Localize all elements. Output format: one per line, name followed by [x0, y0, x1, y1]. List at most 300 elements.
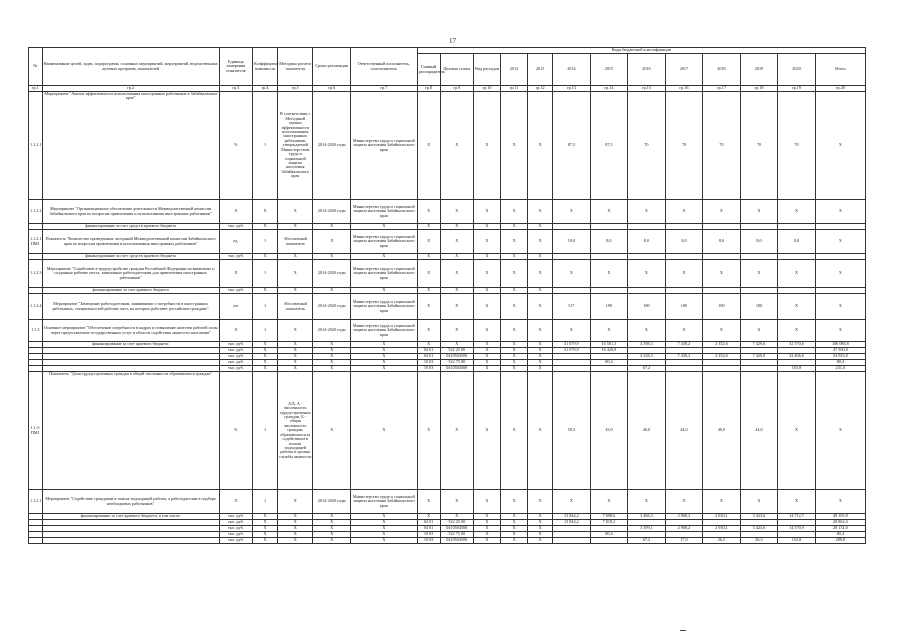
cell-value: 40,0 — [703, 372, 741, 490]
cell-value: 70 — [665, 92, 703, 200]
cell-x: X — [815, 230, 865, 254]
cell-x: X — [590, 200, 628, 224]
finance-unit: тыс. руб. — [219, 532, 252, 538]
row-period: 2014-2020 годы — [313, 320, 351, 342]
col-num: гр.10 — [473, 86, 500, 92]
cell-type: X — [473, 538, 500, 544]
cell-x: X — [501, 532, 528, 538]
cell-type: X — [473, 532, 500, 538]
cell-value: 517 — [553, 294, 591, 320]
cell-x: X — [417, 92, 440, 200]
table-row — [29, 490, 866, 514]
row-responsible: Министерство труда и социальной защиты населения Забайкальского края — [350, 294, 417, 320]
cell-value: 180 — [740, 294, 778, 320]
header-year: 2015 — [590, 54, 628, 86]
cell-x: X — [440, 200, 473, 224]
cell-x: X — [440, 490, 473, 514]
cell-x: X — [528, 320, 553, 342]
finance-label: финансирование за счет краевого бюджета — [42, 288, 219, 294]
cell-value: 7 018,2 — [590, 520, 628, 526]
cell-x: X — [778, 260, 816, 288]
header-year: 2019 — [740, 54, 778, 86]
col-num: гр.20 — [815, 86, 865, 92]
finance-unit: тыс. руб. — [219, 342, 252, 348]
cell-x: X — [473, 230, 500, 254]
cell-value: 70 — [740, 92, 778, 200]
cell-x: X — [501, 354, 528, 360]
cell-x: X — [417, 260, 440, 288]
cell-x: X — [313, 538, 351, 544]
cell-x: X — [313, 366, 351, 372]
row-title: Мероприятие "Замещение работодателями, заявившими о потребности в иностранных работниках, специальностей рабочих мест, на которых работают российские граждане" — [42, 294, 219, 320]
cell-x: X — [703, 490, 741, 514]
header-expense-type: Вид расходов — [473, 54, 500, 86]
cell-value: 26,5 — [703, 538, 741, 544]
cell-x: X — [313, 520, 351, 526]
row-responsible: Министерство труда и социальной защиты населения Забайкальского края — [350, 200, 417, 224]
cell-x: X — [219, 320, 252, 342]
cell-x: X — [278, 254, 313, 260]
col-num: гр.18 — [740, 86, 778, 92]
cell-value: 3 466,3 — [628, 514, 666, 520]
finance-unit: тыс. руб. — [219, 366, 252, 372]
cell-art: 522 75 00 — [440, 532, 473, 538]
cell-x: X — [528, 288, 553, 294]
cell-x: X — [473, 200, 500, 224]
cell-x: X — [528, 224, 553, 230]
table-row — [29, 294, 866, 320]
cell-x: X — [528, 260, 553, 288]
cell-art: X — [440, 342, 473, 348]
cell-value: 80,4 — [590, 360, 628, 366]
cell-x: X — [665, 200, 703, 224]
cell-x: X — [528, 538, 553, 544]
cell-x: X — [440, 294, 473, 320]
cell-value: 32 406,6 — [778, 354, 816, 360]
cell-x: X — [350, 538, 417, 544]
cell-art: X — [440, 514, 473, 520]
cell-x: X — [313, 348, 351, 354]
cell-x: X — [501, 490, 528, 514]
cell-value: 17,0 — [665, 538, 703, 544]
col-num: гр.17 — [703, 86, 741, 92]
cell-value: 44,0 — [665, 372, 703, 490]
cell-x: X — [501, 320, 528, 342]
col-num: гр.15 — [628, 86, 666, 92]
cell-x: X — [253, 360, 278, 366]
finance-unit: тыс. руб. — [219, 254, 252, 260]
cell-x: X — [417, 200, 440, 224]
finance-label: финансирование за счет краевого бюджета, в том числе: — [42, 514, 219, 520]
cell-x: X — [501, 520, 528, 526]
cell-x: X — [501, 366, 528, 372]
cell-x: X — [590, 260, 628, 288]
cell-type: X — [473, 354, 500, 360]
col-num: гр.14 — [590, 86, 628, 92]
header-year: 2014 — [553, 54, 591, 86]
cell-x: X — [350, 224, 417, 230]
cell-x: X — [628, 200, 666, 224]
row-period: 2014-2020 годы — [313, 260, 351, 288]
row-title: Мероприятие "Содействие в трудоустройстве граждан Российской Федерации на вакантные и созданные рабочие места, заявленные работодателями для привлечения иностранных работников" — [42, 260, 219, 288]
col-num: гр.16 — [665, 86, 703, 92]
cell-total: 20 862,4 — [815, 520, 865, 526]
cell-x: X — [350, 288, 417, 294]
cell-value: 87,5 — [553, 92, 591, 200]
cell-x: X — [313, 360, 351, 366]
cell-x: X — [473, 254, 500, 260]
col-num: гр.6 — [313, 86, 351, 92]
finance-unit: тыс. руб. — [219, 538, 252, 544]
cell-x: X — [473, 372, 500, 490]
cell-x: X — [815, 200, 865, 224]
row-title: Мероприятие "Содействие гражданам в поиске подходящей работы, а работодателям в подборе необходимых работников" — [42, 490, 219, 514]
cell-x: X — [501, 224, 528, 230]
cell-gr: 10 03 — [417, 366, 440, 372]
cell-x: X — [253, 538, 278, 544]
cell-value: 7 438,2 — [665, 342, 703, 348]
col-num: гр.2 — [42, 86, 219, 92]
cell-x: X — [278, 490, 313, 514]
cell-x: X — [440, 224, 473, 230]
cell-total: 80,4 — [815, 532, 865, 538]
cell-value: 16 501,3 — [590, 342, 628, 348]
cell-value — [590, 538, 628, 544]
cell-x: X — [528, 360, 553, 366]
cell-x: X — [553, 260, 591, 288]
cell-x: X — [528, 366, 553, 372]
page-number: 17 — [449, 37, 456, 45]
cell-value: X — [778, 372, 816, 490]
cell-x: X — [278, 224, 313, 230]
cell-x: X — [501, 294, 528, 320]
cell-x: X — [278, 288, 313, 294]
cell-x: X — [417, 372, 440, 490]
cell-value: 8,0 — [778, 230, 816, 254]
finance-unit: тыс. руб. — [219, 288, 252, 294]
cell-x: X — [473, 92, 500, 200]
row-no: 1.1.2.3 — [29, 260, 43, 288]
cell-x: X — [815, 320, 865, 342]
cell-x: X — [553, 490, 591, 514]
cell-value: 2 930,1 — [703, 526, 741, 532]
cell-x: X — [528, 294, 553, 320]
cell-value: 31 079,9 — [553, 348, 591, 354]
cell-x: X — [440, 288, 473, 294]
finance-label: финансирование за счет средств краевого бюджета — [42, 254, 219, 260]
header-unit: Единица измерения показателя — [219, 48, 252, 86]
finance-unit: тыс. руб. — [219, 514, 252, 520]
cell-value: 26,3 — [740, 538, 778, 544]
cell-x: X — [278, 520, 313, 526]
cell-x: X — [501, 200, 528, 224]
cell-x: X — [528, 354, 553, 360]
col-num: гр.9 — [440, 86, 473, 92]
cell-x: X — [815, 260, 865, 288]
row-unit: % — [219, 372, 252, 490]
cell-x: X — [440, 254, 473, 260]
cell-gr: 04 01 — [417, 354, 440, 360]
row-title: Показатель "Количество проведенных заседаний Межведомственной комиссии Забайкальского края по вопросам привлечения и использования иностранных работников" — [42, 230, 219, 254]
col-num: гр.1 — [29, 86, 43, 92]
cell-total: 47 500,8 — [815, 348, 865, 354]
cell-x: X — [740, 490, 778, 514]
cell-value: 163,8 — [778, 538, 816, 544]
cell-total: 289,8 — [815, 538, 865, 544]
cell-x: X — [219, 490, 252, 514]
cell-x: X — [278, 532, 313, 538]
cell-art: 0410504500 — [440, 354, 473, 360]
cell-x: X — [313, 514, 351, 520]
col-num: гр.4 — [253, 86, 278, 92]
cell-x: X — [278, 514, 313, 520]
row-no: 1.1.3-ПМ1 — [29, 372, 43, 490]
row-coef: 1 — [253, 92, 278, 200]
cell-value: 2 908,2 — [665, 514, 703, 520]
cell-art: 522 25 00 — [440, 520, 473, 526]
row-unit: ед. — [219, 230, 252, 254]
finance-unit: тыс. руб. — [219, 360, 252, 366]
cell-x: X — [219, 200, 252, 224]
cell-x: X — [473, 320, 500, 342]
program-table — [28, 47, 866, 544]
cell-x: X — [253, 366, 278, 372]
cell-x: X — [417, 224, 440, 230]
cell-value: 7 429,0 — [740, 354, 778, 360]
cell-art: 0410504500 — [440, 366, 473, 372]
cell-value: 67,2 — [628, 538, 666, 544]
table-row — [29, 372, 866, 490]
row-no: 1.1.3.1 — [29, 490, 43, 514]
cell-x: X — [278, 526, 313, 532]
cell-x: X — [703, 320, 741, 342]
cell-gr: 04 01 — [417, 520, 440, 526]
cell-value: 4 328,3 — [628, 354, 666, 360]
cell-x: X — [417, 294, 440, 320]
cell-value: 14 712,7 — [778, 514, 816, 520]
cell-x: X — [528, 490, 553, 514]
row-responsible: Министерство труда и социальной защиты населения Забайкальского края — [350, 490, 417, 514]
header-year: 2020 — [778, 54, 816, 86]
cell-total: 231,0 — [815, 366, 865, 372]
cell-value: 13 844,2 — [553, 520, 591, 526]
row-title: Мероприятие "Анализ эффективности использования иностранных работников в Забайкальском крае" — [42, 92, 219, 200]
cell-value: 8,0 — [628, 230, 666, 254]
row-no: 1.1.2.2 — [29, 200, 43, 224]
cell-value: 8,0 — [590, 230, 628, 254]
cell-x: X — [278, 354, 313, 360]
cell-value: 16 420,9 — [590, 348, 628, 354]
cell-x: X — [313, 354, 351, 360]
cell-type: X — [473, 348, 500, 354]
cell-x: X — [253, 532, 278, 538]
table-row — [29, 200, 866, 224]
cell-x: X — [528, 372, 553, 490]
cell-value: 87,5 — [590, 92, 628, 200]
cell-x: X — [253, 348, 278, 354]
header-total: Итого — [815, 54, 865, 86]
cell-x: X — [278, 260, 313, 288]
row-responsible: Министерство труда и социальной защиты населения Забайкальского края — [350, 260, 417, 288]
header-main-manager: Главный распорядитель — [417, 54, 440, 86]
cell-x: X — [253, 342, 278, 348]
row-no: 1.1.3 — [29, 320, 43, 342]
table-row — [29, 320, 866, 342]
cell-x: X — [253, 254, 278, 260]
header-coef: Коэффициент значимости — [253, 48, 278, 86]
cell-gr: X — [417, 514, 440, 520]
cell-x: X — [313, 254, 351, 260]
cell-value: 7 438,2 — [665, 354, 703, 360]
cell-x: X — [313, 224, 351, 230]
row-no: 1.1.2.1 — [29, 92, 43, 200]
cell-x: X — [501, 92, 528, 200]
cell-value: 67,2 — [628, 366, 666, 372]
header-year: 2012 — [501, 54, 528, 86]
cell-x: X — [350, 360, 417, 366]
cell-x: X — [350, 348, 417, 354]
cell-value: 32 570,6 — [778, 342, 816, 348]
cell-value: 8,0 — [665, 230, 703, 254]
cell-x: X — [473, 490, 500, 514]
header-name: Наименование целей, задач, подпрограмм, основных мероприятий, мероприятий, ведомственных целевых программ, показателей — [42, 48, 219, 86]
cell-type: X — [473, 360, 500, 366]
cell-value: 10,0 — [553, 230, 591, 254]
cell-value: 2 352,6 — [703, 354, 741, 360]
cell-value: 7 429,0 — [740, 342, 778, 348]
cell-x: X — [417, 288, 440, 294]
cell-total: 106 086,8 — [815, 342, 865, 348]
cell-x: X — [417, 230, 440, 254]
col-num: гр.3 — [219, 86, 252, 92]
cell-x: X — [350, 520, 417, 526]
cell-x: X — [528, 254, 553, 260]
row-no: 1.1.2.4 — [29, 294, 43, 320]
col-num: гр.7 — [350, 86, 417, 92]
cell-x: X — [740, 260, 778, 288]
row-title: Показатель "Доля трудоустроенных граждан в общей численности обратившихся граждан" — [42, 372, 219, 490]
row-period: 2014-2020 годы — [313, 92, 351, 200]
cell-x: X — [473, 294, 500, 320]
col-num: гр.11 — [501, 86, 528, 92]
row-method: Абсолютный показатель — [278, 294, 313, 320]
cell-x: X — [440, 260, 473, 288]
cell-art: 0410504500 — [440, 538, 473, 544]
cell-x: X — [501, 230, 528, 254]
cell-value: 8,0 — [703, 230, 741, 254]
cell-x: X — [501, 538, 528, 544]
row-method: В соответствии с Методикой оценки эффективности использования иностранных работников, утверждаемой Министерством труда и социальной защиты населения Забайкальского края — [278, 92, 313, 200]
finance-unit: тыс. руб. — [219, 520, 252, 526]
row-coef: 1 — [253, 320, 278, 342]
col-num: гр.13 — [553, 86, 591, 92]
cell-x: X — [553, 200, 591, 224]
cell-x: X — [253, 514, 278, 520]
cell-value: 8,0 — [740, 230, 778, 254]
cell-value: 7 098,6 — [590, 514, 628, 520]
cell-gr: 04 01 — [417, 526, 440, 532]
cell-gr: 10 03 — [417, 538, 440, 544]
cell-gr: X — [417, 342, 440, 348]
cell-x: X — [473, 224, 500, 230]
finance-label: финансирование за счет краевого бюджета: — [42, 342, 219, 348]
cell-x: X — [740, 320, 778, 342]
table-row — [29, 260, 866, 288]
cell-type: X — [473, 520, 500, 526]
cell-value: 44,0 — [740, 372, 778, 490]
cell-x: X — [665, 320, 703, 342]
row-period: 2014-2020 годы — [313, 200, 351, 224]
row-coef: 1 — [253, 230, 278, 254]
row-responsible: Министерство труда и социальной защиты населения Забайкальского края — [350, 320, 417, 342]
cell-x: X — [253, 288, 278, 294]
cell-x: X — [350, 254, 417, 260]
cell-total: 49 105,8 — [815, 514, 865, 520]
cell-x: X — [253, 526, 278, 532]
cell-value: 2 352,6 — [703, 342, 741, 348]
cell-x: X — [278, 342, 313, 348]
row-responsible: Министерство труда и социальной защиты населения Забайкальского края — [350, 92, 417, 200]
cell-total: 54 943,8 — [815, 354, 865, 360]
header-responsible: Ответственный исполнитель, соисполнитель — [350, 48, 417, 86]
cell-value: 13 844,2 — [553, 514, 591, 520]
cell-x: X — [473, 260, 500, 288]
cell-x: X — [313, 372, 351, 490]
cell-x: X — [278, 538, 313, 544]
cell-x: X — [473, 288, 500, 294]
finance-label: финансирование за счет средств краевого бюджета — [42, 224, 219, 230]
cell-x: X — [350, 514, 417, 520]
cell-x: X — [350, 342, 417, 348]
cell-x: X — [501, 288, 528, 294]
row-period: 2014-2020 годы — [313, 490, 351, 514]
cell-x: X — [590, 490, 628, 514]
cell-value: 180 — [703, 294, 741, 320]
cell-x: X — [628, 260, 666, 288]
cell-x: X — [778, 200, 816, 224]
cell-value: 180 — [628, 294, 666, 320]
cell-value: 70 — [778, 92, 816, 200]
cell-value: 70 — [703, 92, 741, 200]
cell-art: 0410504500 — [440, 526, 473, 532]
cell-x: X — [440, 92, 473, 200]
cell-x: X — [501, 526, 528, 532]
cell-x: X — [528, 532, 553, 538]
cell-x: X — [740, 200, 778, 224]
table-row — [29, 230, 866, 254]
row-no: 1.1.2.1-ПМ1 — [29, 230, 43, 254]
cell-x: X — [253, 224, 278, 230]
cell-x: X — [778, 320, 816, 342]
cell-x: X — [350, 366, 417, 372]
cell-x: X — [278, 366, 313, 372]
cell-type: X — [473, 342, 500, 348]
cell-value: 3 423,6 — [740, 514, 778, 520]
header-target-article: Целевая статья — [440, 54, 473, 86]
cell-gr: 10 03 — [417, 532, 440, 538]
cell-x: X — [528, 514, 553, 520]
cell-value: X — [778, 294, 816, 320]
row-coef: 1 — [253, 490, 278, 514]
cell-x: X — [219, 260, 252, 288]
cell-x: X — [778, 490, 816, 514]
cell-x: X — [440, 320, 473, 342]
cell-x: X — [350, 532, 417, 538]
cell-value: 4 398,3 — [628, 342, 666, 348]
cell-x: X — [665, 260, 703, 288]
col-num: гр.19 — [778, 86, 816, 92]
cell-value: 70 — [628, 92, 666, 200]
